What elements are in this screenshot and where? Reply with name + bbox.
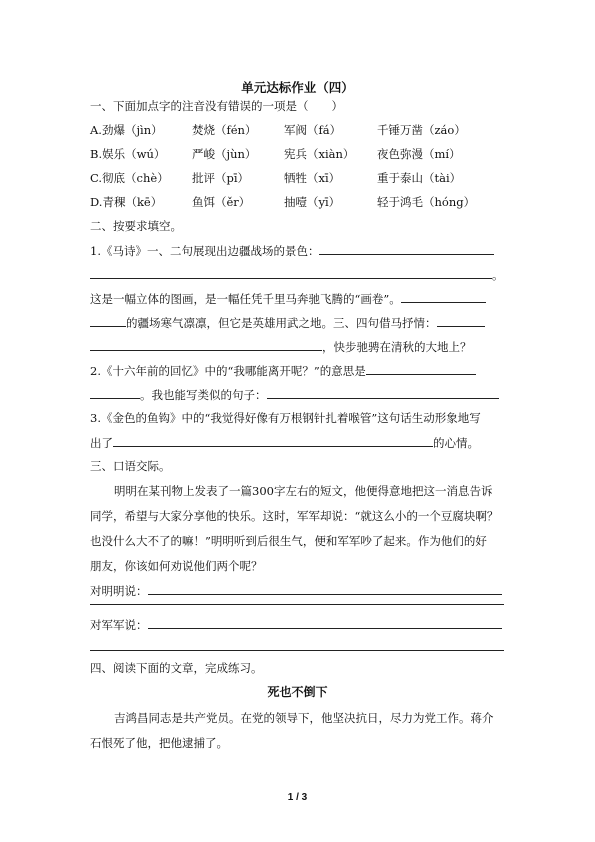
article-paragraph-line: 吉鸿昌同志是共产党员。在党的领导下，他坚决抗日，尽力为党工作。蒋介 <box>114 711 494 725</box>
q2-item2-line1 <box>90 362 476 379</box>
q2-item3-text-2: 的心情。 <box>433 436 479 450</box>
q1-heading: 一、下面加点字的注音没有错误的一项是（ ） <box>90 99 343 113</box>
q3-paragraph-line: 同学，希望与大家分享他的快乐。这时，军军却说：“就这么小的一个豆腐块啊？ <box>90 509 499 523</box>
q2-heading: 二、按要求填空。 <box>90 219 182 233</box>
q2-item1-prompt: 1.《马诗》一、二句展现出边疆战场的景色： <box>90 244 320 258</box>
q1-option-c-4: 重于泰山（tài） <box>377 171 462 185</box>
q2-item1-blank-1[interactable] <box>319 242 494 255</box>
q1-option-b-2: 严峻（jùn） <box>192 147 257 161</box>
q2-item1-blank-3[interactable] <box>401 290 486 303</box>
q2-item1-line3 <box>90 290 486 307</box>
q4-heading: 四、阅读下面的文章，完成练习。 <box>90 661 263 675</box>
q3-to-mingming-line <box>90 582 502 599</box>
q3-to-junjun-blank[interactable] <box>148 616 502 629</box>
q3-to-junjun-answer-line[interactable] <box>90 650 504 651</box>
q2-item1-line4 <box>90 314 485 331</box>
q2-item1-blank-2[interactable] <box>90 266 492 279</box>
q1-option-d-4: 轻于鸿毛（hóng） <box>377 195 476 209</box>
q2-item1-blank-6[interactable] <box>90 338 322 351</box>
q1-option-b-3: 宪兵（xiàn） <box>284 147 355 161</box>
q2-item1-line2 <box>90 266 504 283</box>
q3-paragraph-line: 朋友，你该如何劝说他们两个呢？ <box>90 559 263 573</box>
article-paragraph-line: 石恨死了他，把他逮捕了。 <box>90 736 228 750</box>
q2-item1-line5 <box>90 338 472 355</box>
q1-option-d-1: D.青稞（kē） <box>90 195 163 209</box>
q2-item1-line1 <box>90 242 494 259</box>
q2-item2-blank-3[interactable] <box>267 386 499 399</box>
q1-option-c-2: 批评（pī） <box>192 171 250 185</box>
q1-option-b-1: B.娱乐（wú） <box>90 147 166 161</box>
q3-heading: 三、口语交际。 <box>90 459 171 473</box>
q2-item1-text-2: 的疆场寒气凛凛，但它是英雄用武之地。三、四句借马抒情： <box>126 316 437 330</box>
q1-option-a-4: 千锤万凿（záo） <box>377 123 466 137</box>
q2-item1-text: 这是一幅立体的图画，是一幅任凭千里马奔驰飞腾的“画卷”。 <box>90 292 401 306</box>
q2-item2-prompt: 2.《十六年前的回忆》中的“我哪能离开呢？”的意思是 <box>90 364 366 378</box>
q2-item1-blank-4[interactable] <box>90 314 126 327</box>
q3-to-mingming-blank[interactable] <box>148 582 502 595</box>
q1-option-d-3: 抽噎（yī） <box>284 195 341 209</box>
q3-to-mingming-label: 对明明说： <box>90 584 148 598</box>
q2-item3-line2 <box>90 434 479 451</box>
q3-to-mingming-answer-line[interactable] <box>90 604 504 605</box>
q2-item1-text-3: ，快步驰骋在清秋的大地上？ <box>322 340 472 354</box>
q2-item3-text: 出了 <box>90 436 113 450</box>
q1-option-d-2: 鱼饵（ěr） <box>192 195 251 209</box>
q2-item2-text: 。我也能写类似的句子： <box>140 388 267 402</box>
q3-paragraph-line: 也没什么大不了的嘛！”明明听到后很生气，便和军军吵了起来。作为他们的好 <box>90 534 487 548</box>
q1-option-c-3: 牺牲（xī） <box>284 171 341 185</box>
q1-option-a-2: 焚烧（fén） <box>192 123 257 137</box>
q2-item3-blank[interactable] <box>113 434 433 447</box>
q3-to-junjun-label: 对军军说： <box>90 618 148 632</box>
q2-item1-period: 。 <box>492 268 504 282</box>
q1-option-a-1: A.劲爆（jìn） <box>90 123 163 137</box>
q2-item3-line1: 3.《金色的鱼钩》中的“我觉得好像有万根钢针扎着喉管”这句话生动形象地写 <box>90 411 481 425</box>
q3-paragraph-line: 明明在某刊物上发表了一篇300字左右的短文，他便得意地把这一消息告诉 <box>114 484 493 498</box>
page-title: 单元达标作业（四） <box>241 80 354 95</box>
q2-item2-line2 <box>90 386 499 403</box>
q1-option-a-3: 军阀（fá） <box>284 123 342 137</box>
article-title: 死也不倒下 <box>267 685 328 699</box>
q2-item1-blank-5[interactable] <box>437 314 485 327</box>
q2-item2-blank-1[interactable] <box>366 362 476 375</box>
q1-option-c-1: C.彻底（chè） <box>90 171 169 185</box>
q1-option-b-4: 夜色弥漫（mí） <box>377 147 461 161</box>
q3-to-junjun-line <box>90 616 502 633</box>
page-number: 1 / 3 <box>287 792 308 803</box>
q2-item2-blank-2[interactable] <box>90 386 140 399</box>
